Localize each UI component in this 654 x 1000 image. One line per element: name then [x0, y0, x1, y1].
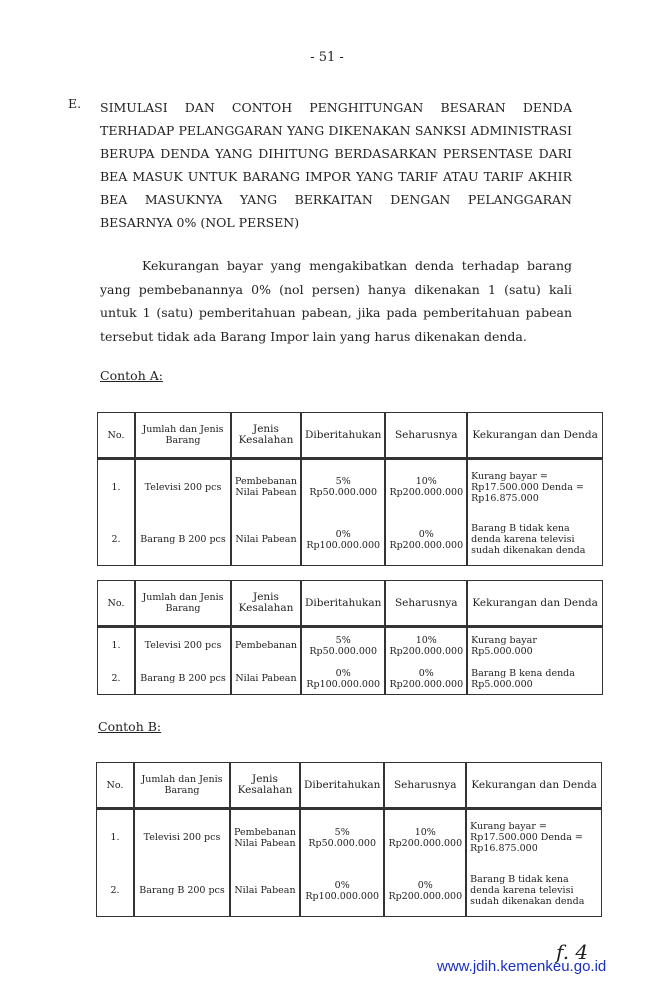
cell-no: 1. [96, 809, 134, 865]
cell-no: 2. [96, 865, 134, 917]
header-seharusnya: Seharusnya [384, 762, 466, 809]
section-heading: SIMULASI DAN CONTOH PENGHITUNGAN BESARAN DENDA TERHADAP PELANGGARAN YANG DIKENAKAN SANKSI ADMINISTRASI BERUPA DENDA YANG DIHITUNG BERDASARKAN PERSENTASE DARI BEA MASUK UNTUK BARANG IMPOR YANG TARIF ATAU TARIF AKHIR BEA MASUKNYA YANG BERKAITAN DENGAN PELANGGARAN BESARNYA 0% (NOL PERSEN) [100, 100, 572, 230]
cell-seharusnya: 0% Rp200.000.000 [384, 865, 466, 917]
cell-seharusnya: 0% Rp200.000.000 [385, 663, 467, 695]
cell-denda: Barang B tidak kena denda karena televisi sudah dikenakan denda [467, 514, 603, 566]
cell-diberitahukan: 0% Rp100.000.000 [300, 865, 384, 917]
cell-no: 1. [97, 627, 135, 663]
cell-barang: Barang B 200 pcs [134, 865, 230, 917]
table-row [96, 865, 602, 917]
header-seharusnya: Seharusnya [385, 580, 467, 627]
header-jenis: Jenis Kesalahan [230, 762, 300, 809]
cell-denda: Barang B tidak kena denda karena televisi sudah dikenakan denda [466, 865, 602, 917]
cell-kesalahan: Pembebanan Nilai Pabean [231, 459, 301, 514]
cell-seharusnya: 10% Rp200.000.000 [385, 459, 467, 514]
cell-no: 1. [97, 459, 135, 514]
cell-barang: Barang B 200 pcs [135, 514, 231, 566]
header-no: No. [97, 580, 135, 627]
table-row [97, 514, 603, 566]
cell-denda: Kurang bayar = Rp17.500.000 Denda = Rp16.875.000 [467, 459, 603, 514]
section-letter: E. [68, 96, 82, 111]
cell-denda: Kurang bayar = Rp17.500.000 Denda = Rp16.875.000 [466, 809, 602, 865]
footer-url-link[interactable]: www.jdih.kemenkeu.go.id [437, 958, 607, 975]
header-denda: Kekurangan dan Denda [467, 412, 603, 459]
cell-diberitahukan: 5% Rp50.000.000 [301, 627, 385, 663]
cell-kesalahan: Nilai Pabean [230, 865, 300, 917]
cell-diberitahukan: 0% Rp100.000.000 [301, 663, 385, 695]
cell-diberitahukan: 5% Rp50.000.000 [300, 809, 384, 865]
header-jumlah: Jumlah dan Jenis Barang [135, 580, 231, 627]
header-denda: Kekurangan dan Denda [467, 580, 603, 627]
table-row [97, 627, 603, 663]
cell-kesalahan: Pembebanan [231, 627, 301, 663]
cell-kesalahan: Nilai Pabean [231, 663, 301, 695]
header-jumlah: Jumlah dan Jenis Barang [135, 412, 231, 459]
cell-barang: Televisi 200 pcs [135, 459, 231, 514]
cell-seharusnya: 0% Rp200.000.000 [385, 514, 467, 566]
table-contoh-a-2 [97, 580, 603, 695]
cell-barang: Barang B 200 pcs [135, 663, 231, 695]
table-row [97, 663, 603, 695]
header-jumlah: Jumlah dan Jenis Barang [134, 762, 230, 809]
contoh-a-label: Contoh A: [100, 368, 163, 383]
header-diberitahukan: Diberitahukan [300, 762, 384, 809]
table-contoh-a-1 [97, 412, 603, 566]
cell-denda: Kurang bayar Rp5.000.000 [467, 627, 603, 663]
cell-seharusnya: 10% Rp200.000.000 [384, 809, 466, 865]
signature-initials: f. 4 [556, 940, 589, 964]
header-jenis: Jenis Kesalahan [231, 580, 301, 627]
cell-barang: Televisi 200 pcs [135, 627, 231, 663]
table-row [97, 459, 603, 514]
header-diberitahukan: Diberitahukan [301, 412, 385, 459]
header-diberitahukan: Diberitahukan [301, 580, 385, 627]
contoh-b-label: Contoh B: [98, 719, 162, 734]
header-no: No. [96, 762, 134, 809]
page-number: - 51 - [310, 50, 344, 65]
header-denda: Kekurangan dan Denda [466, 762, 602, 809]
cell-no: 2. [97, 663, 135, 695]
cell-diberitahukan: 5% Rp50.000.000 [301, 459, 385, 514]
cell-seharusnya: 10% Rp200.000.000 [385, 627, 467, 663]
cell-barang: Televisi 200 pcs [134, 809, 230, 865]
cell-kesalahan: Pembebanan Nilai Pabean [230, 809, 300, 865]
table-contoh-b-1 [96, 762, 602, 917]
table-row [96, 809, 602, 865]
header-jenis: Jenis Kesalahan [231, 412, 301, 459]
cell-no: 2. [97, 514, 135, 566]
cell-denda: Barang B kena denda Rp5.000.000 [467, 663, 603, 695]
intro-paragraph: Kekurangan bayar yang mengakibatkan denda terhadap barang yang pembebanannya 0% (nol persen) hanya dikenakan 1 (satu) kali untuk 1 (satu) pemberitahuan pabean, jika pada pemberitahuan pabean tersebut tidak ada Barang Impor lain yang harus dikenakan denda. [100, 258, 572, 344]
cell-diberitahukan: 0% Rp100.000.000 [301, 514, 385, 566]
header-no: No. [97, 412, 135, 459]
header-seharusnya: Seharusnya [385, 412, 467, 459]
cell-kesalahan: Nilai Pabean [231, 514, 301, 566]
